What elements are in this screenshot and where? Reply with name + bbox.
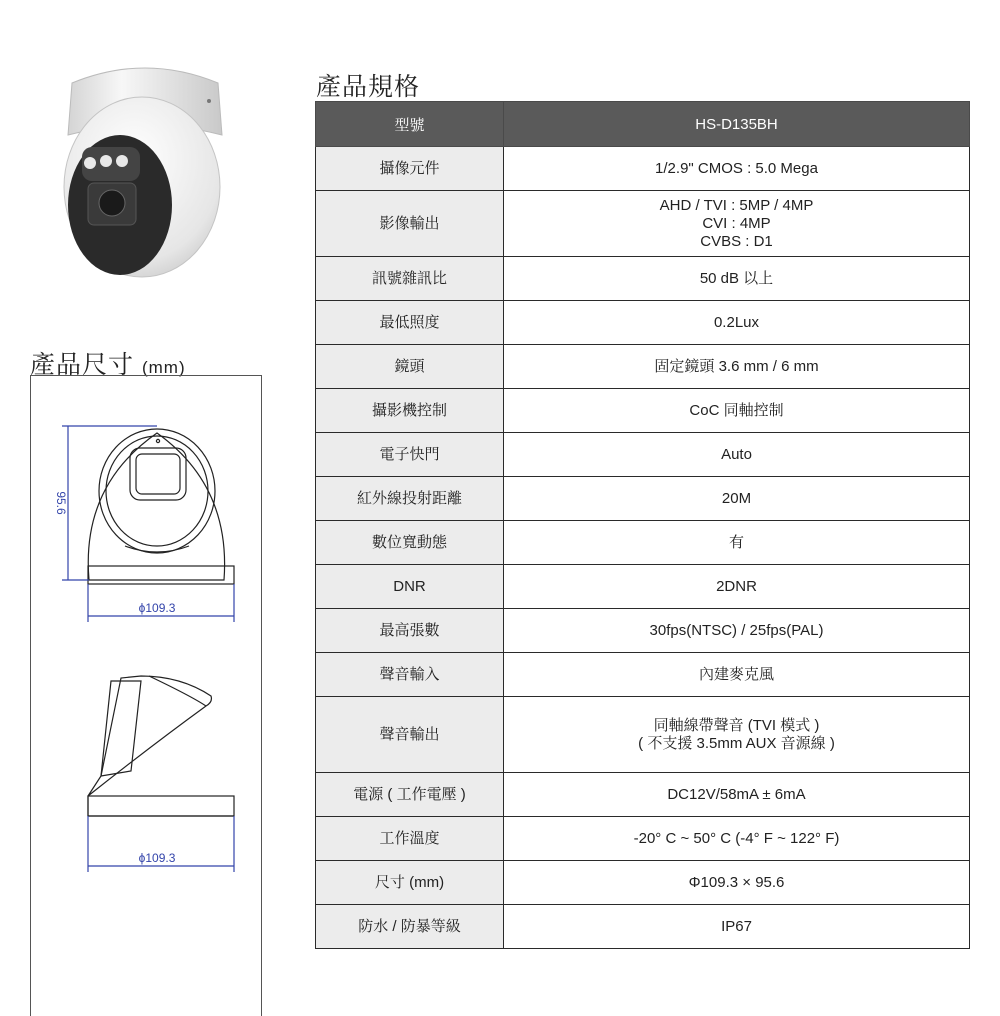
spec-table	[315, 101, 970, 949]
spec-value: 30fps(NTSC) / 25fps(PAL)	[504, 609, 970, 653]
spec-label: 數位寬動態	[316, 521, 504, 565]
table-row	[316, 817, 970, 861]
table-row	[316, 433, 970, 477]
dimension-drawings	[31, 376, 259, 896]
front-view-drawing	[88, 429, 234, 584]
spec-header-row	[316, 102, 970, 147]
height-dimension	[62, 426, 157, 580]
table-row	[316, 257, 970, 301]
spec-value: 1/2.9" CMOS : 5.0 Mega	[504, 147, 970, 191]
spec-label: 電源 ( 工作電壓 )	[316, 773, 504, 817]
spec-value: 同軸線帶聲音 (TVI 模式 ) ( 不支援 3.5mm AUX 音源線 )	[504, 697, 970, 773]
table-row	[316, 653, 970, 697]
table-row	[316, 147, 970, 191]
spec-label: 訊號雜訊比	[316, 257, 504, 301]
table-row	[316, 389, 970, 433]
table-row	[316, 301, 970, 345]
spec-label: 鏡頭	[316, 345, 504, 389]
spec-value: 有	[504, 521, 970, 565]
model-value: HS-D135BH	[504, 102, 970, 147]
spec-value: 20M	[504, 477, 970, 521]
spec-value: IP67	[504, 905, 970, 949]
diameter-side-label: ϕ109.3	[138, 851, 176, 865]
spec-label: 影像輸出	[316, 191, 504, 257]
spec-label: 尺寸 (mm)	[316, 861, 504, 905]
diameter-front-label: ϕ109.3	[138, 601, 176, 615]
spec-value: Φ109.3 × 95.6	[504, 861, 970, 905]
spec-value: AHD / TVI : 5MP / 4MP CVI : 4MP CVBS : D1	[504, 191, 970, 257]
table-row	[316, 191, 970, 257]
spec-label: 最低照度	[316, 301, 504, 345]
height-label: 95.6	[54, 491, 68, 515]
dimension-title-text: 產品尺寸	[30, 351, 135, 379]
spec-label: 紅外線投射距離	[316, 477, 504, 521]
table-row	[316, 861, 970, 905]
spec-value: 2DNR	[504, 565, 970, 609]
table-row	[316, 521, 970, 565]
dimension-unit: (mm)	[141, 358, 186, 377]
spec-title: 產品規格	[316, 73, 421, 101]
spec-label: DNR	[316, 565, 504, 609]
spec-value: -20° C ~ 50° C (-4° F ~ 122° F)	[504, 817, 970, 861]
table-row	[316, 905, 970, 949]
spec-label: 聲音輸出	[316, 697, 504, 773]
spec-label: 聲音輸入	[316, 653, 504, 697]
spec-label: 電子快門	[316, 433, 504, 477]
side-view-drawing	[88, 676, 234, 816]
model-label: 型號	[316, 102, 504, 147]
spec-label: 工作溫度	[316, 817, 504, 861]
table-row	[316, 609, 970, 653]
spec-label: 最高張數	[316, 609, 504, 653]
spec-value: 0.2Lux	[504, 301, 970, 345]
spec-value: CoC 同軸控制	[504, 389, 970, 433]
product-photo	[60, 55, 230, 280]
table-row	[316, 773, 970, 817]
spec-value: 固定鏡頭 3.6 mm / 6 mm	[504, 345, 970, 389]
spec-value: DC12V/58mA ± 6mA	[504, 773, 970, 817]
spec-label: 攝像元件	[316, 147, 504, 191]
spec-label: 防水 / 防暴等級	[316, 905, 504, 949]
table-row	[316, 477, 970, 521]
table-row	[316, 697, 970, 773]
spec-value: Auto	[504, 433, 970, 477]
spec-label: 攝影機控制	[316, 389, 504, 433]
spec-value: 50 dB 以上	[504, 257, 970, 301]
table-row	[316, 345, 970, 389]
spec-value: 內建麥克風	[504, 653, 970, 697]
table-row	[316, 565, 970, 609]
